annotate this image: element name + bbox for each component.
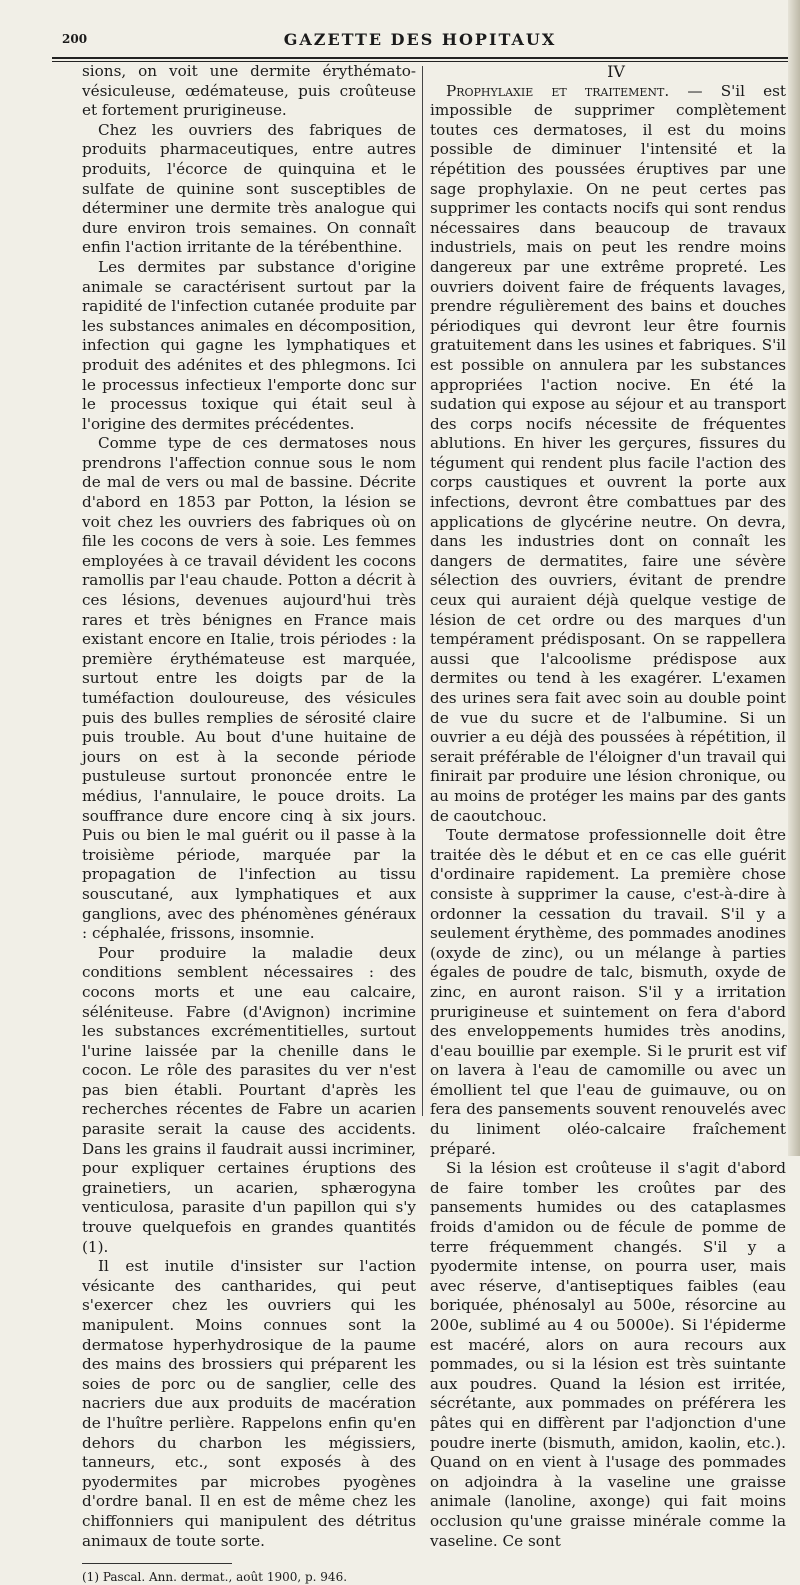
- header-rule-thick: [52, 57, 788, 59]
- paragraph: [430, 82, 786, 827]
- right-column: [430, 62, 786, 1551]
- paragraph: Chez les ouvriers des fabriques de produits pharmaceutiques, entre autres produits, l'écorce de quinquina et le sulfate de quinine sont susceptibles de déterminer une dermite très analogue qui dure environ trois semaines. On connaît enfin l'action irritante de la térébenthine.: [82, 120, 416, 257]
- section-number: IV: [607, 62, 625, 81]
- page-header: [52, 22, 788, 52]
- page-edge: [788, 0, 800, 1156]
- paragraph: Toute dermatose professionnelle doit être traitée dès le début et en ce cas elle guérit d'ordinaire rapidement. La première chose consiste à supprimer la cause, c'est-à-dire à ordonner la cessation du travail. S'il y a seulement érythème, des pommades anodines (oxyde de zinc), ou un mélange à parties égales de poudre de talc, bismuth, oxyde de zinc, en auront raison. S'il y a irritation prurigineuse et suintement on fera d'abord des enveloppements humides très anodins, d'eau bouillie par exemple. Si le prurit est vif on lavera à l'eau de camomille ou avec un émollient tel que l'eau de guimauve, ou on fera des pansements souvent renouvelés avec du liniment oléo-calcaire fraîchement préparé.: [430, 826, 786, 1158]
- column-divider: [422, 66, 423, 1116]
- paragraph: sions, on voit une dermite érythémato-vésiculeuse, œdémateuse, puis croûteuse et fortement prurigineuse.: [82, 62, 416, 120]
- section-heading: Prophylaxie et traitement.: [446, 81, 670, 100]
- paragraph: Il est inutile d'insister sur l'action vésicante des cantharides, qui peut s'exercer chez les ouvriers qui les manipulent. Moins connues sont la dermatose hyperhydrosique de la paume des mains des brossiers qui préparent les soies de porc ou de sanglier, celle des nacriers due aux produits de macération de l'huître perlière. Rappelons enfin qu'en dehors du charbon les mégissiers, tanneurs, etc., sont exposés à des pyodermites par microbes pyogènes d'ordre banal. Il en est de même chez les chiffonniers qui manipulent des détritus animaux de toute sorte.: [82, 1257, 416, 1550]
- footnote: (1) Pascal. Ann. dermat., août 1900, p. 946.: [82, 1570, 348, 1585]
- page-number: 200: [62, 32, 88, 46]
- footnote-rule: [82, 1563, 232, 1564]
- left-column: [82, 62, 416, 1585]
- paragraph-text: — S'il est impossible de supprimer complètement toutes ces dermatoses, il est du moins possible de diminuer l'intensité et la répétition des poussées éruptives par une sage prophylaxie. On ne peut certes pas supprimer les contacts nocifs qui sont rendus nécessaires dans beaucoup de travaux industriels, mais on peut les rendre moins dangereux par une extrême propreté. Les ouvriers doivent faire de fréquents lavages, prendre régulièrement des bains et douches périodiques qui devront leur être fournis gratuitement dans les usines et fabriques. S'il est possible on annulera par les substances appropriées l'action nocive. En été la sudation qui expose au séjour et au transport des corps nocifs nécessite de fréquentes ablutions. En hiver les gerçures, fissures du tégument qui rendent plus facile l'action des corps caustiques et ouvrent la porte aux infections, devront être combattues par des applications de glycérine neutre. On devra, dans les industries dont on connaît les dangers de dermatites, faire une sévère sélection des ouvriers, évitant de prendre ceux qui auraient déjà quelque vestige de lésion de cet ordre ou des marques d'un tempérament prédisposant. On se rappellera aussi que l'alcoolisme prédispose aux dermites ou tend à les exagérer. L'examen des urines sera fait avec soin au double point de vue du sucre et de l'albumine. Si un ouvrier a eu déjà des poussées à répétition, il serait préférable de l'éloigner d'un travail qui finirait par produire une lésion chronique, ou au moins de protéger les mains par des gants de caoutchouc.: [430, 81, 787, 825]
- paragraph: Les dermites par substance d'origine animale se caractérisent surtout par la rapidité de l'infection cutanée produite par les substances animales en décomposition, infection qui gagne les lymphatiques et produit des adénites et des phlegmons. Ici le processus infectieux l'emporte donc sur le processus toxique qui était seul à l'origine des dermites précédentes.: [82, 257, 416, 433]
- paragraph: Si la lésion est croûteuse il s'agit d'abord de faire tomber les croûtes par des pansements humides ou des cataplasmes froids d'amidon ou de fécule de pomme de terre fréquemment changés. S'il y a pyodermite intense, on pourra user, mais avec réserve, d'antiseptiques faibles (eau boriquée, phénosalyl au 500e, résorcine au 200e, sublimé au 4 ou 5000e). Si l'épiderme est macéré, alors on aura recours aux pommades, ou si la lésion est très suintante aux poudres. Quand la lésion est irritée, sécrétante, aux pommades on préférera les pâtes qui en diffèrent par l'adjonction d'une poudre inerte (bismuth, amidon, kaolin, etc.). Quand on en vient à l'usage des pommades on adjoindra à la vaseline une graisse animale (lanoline, axonge) qui fait moins occlusion qu'une graisse minérale comme la vaseline. Ce sont: [430, 1159, 786, 1550]
- paragraph: Comme type de ces dermatoses nous prendrons l'affection connue sous le nom de mal de vers ou mal de bassine. Décrite d'abord en 1853 par Potton, la lésion se voit chez les ouvriers des fabriques où on file les cocons de vers à soie. Les femmes employées à ce travail dévident les cocons ramollis par l'eau chaude. Potton a décrit à ces lésions, devenues aujourd'hui très rares et très bénignes en France mais existant encore en Italie, trois périodes : la première érythémateuse est marquée, surtout entre les doigts par de la tuméfaction douloureuse, des vésicules puis des bulles remplies de sérosité claire puis trouble. Au bout d'une huitaine de jours on est à la seconde période pustuleuse surtout prononcée entre le médius, l'annulaire, le pouce droits. La souffrance dure encore cinq à six jours. Puis ou bien le mal guérit ou il passe à la troisième période, marquée par la propagation de l'infection au tissu souscutané, aux lymphatiques et aux ganglions, avec des phénomènes généraux : céphalée, frissons, insomnie.: [82, 434, 416, 943]
- journal-title: GAZETTE DES HOPITAUX: [283, 30, 557, 49]
- paragraph: Pour produire la maladie deux conditions semblent nécessaires : des cocons morts et une eau calcaire, séléniteuse. Fabre (d'Avignon) incrimine les substances excrémentitielles, surtout l'urine laissée par la chenille dans le cocon. Le rôle des parasites du ver n'est pas bien établi. Pourtant d'après les recherches récentes de Fabre un acarien parasite serait la cause des accidents. Dans les grains il faudrait aussi incriminer, pour expliquer certaines éruptions des grainetiers, un acarien, sphærogyna venticulosa, parasite d'un papillon qui s'y trouve quelquefois en grandes quantités (1).: [82, 943, 416, 1256]
